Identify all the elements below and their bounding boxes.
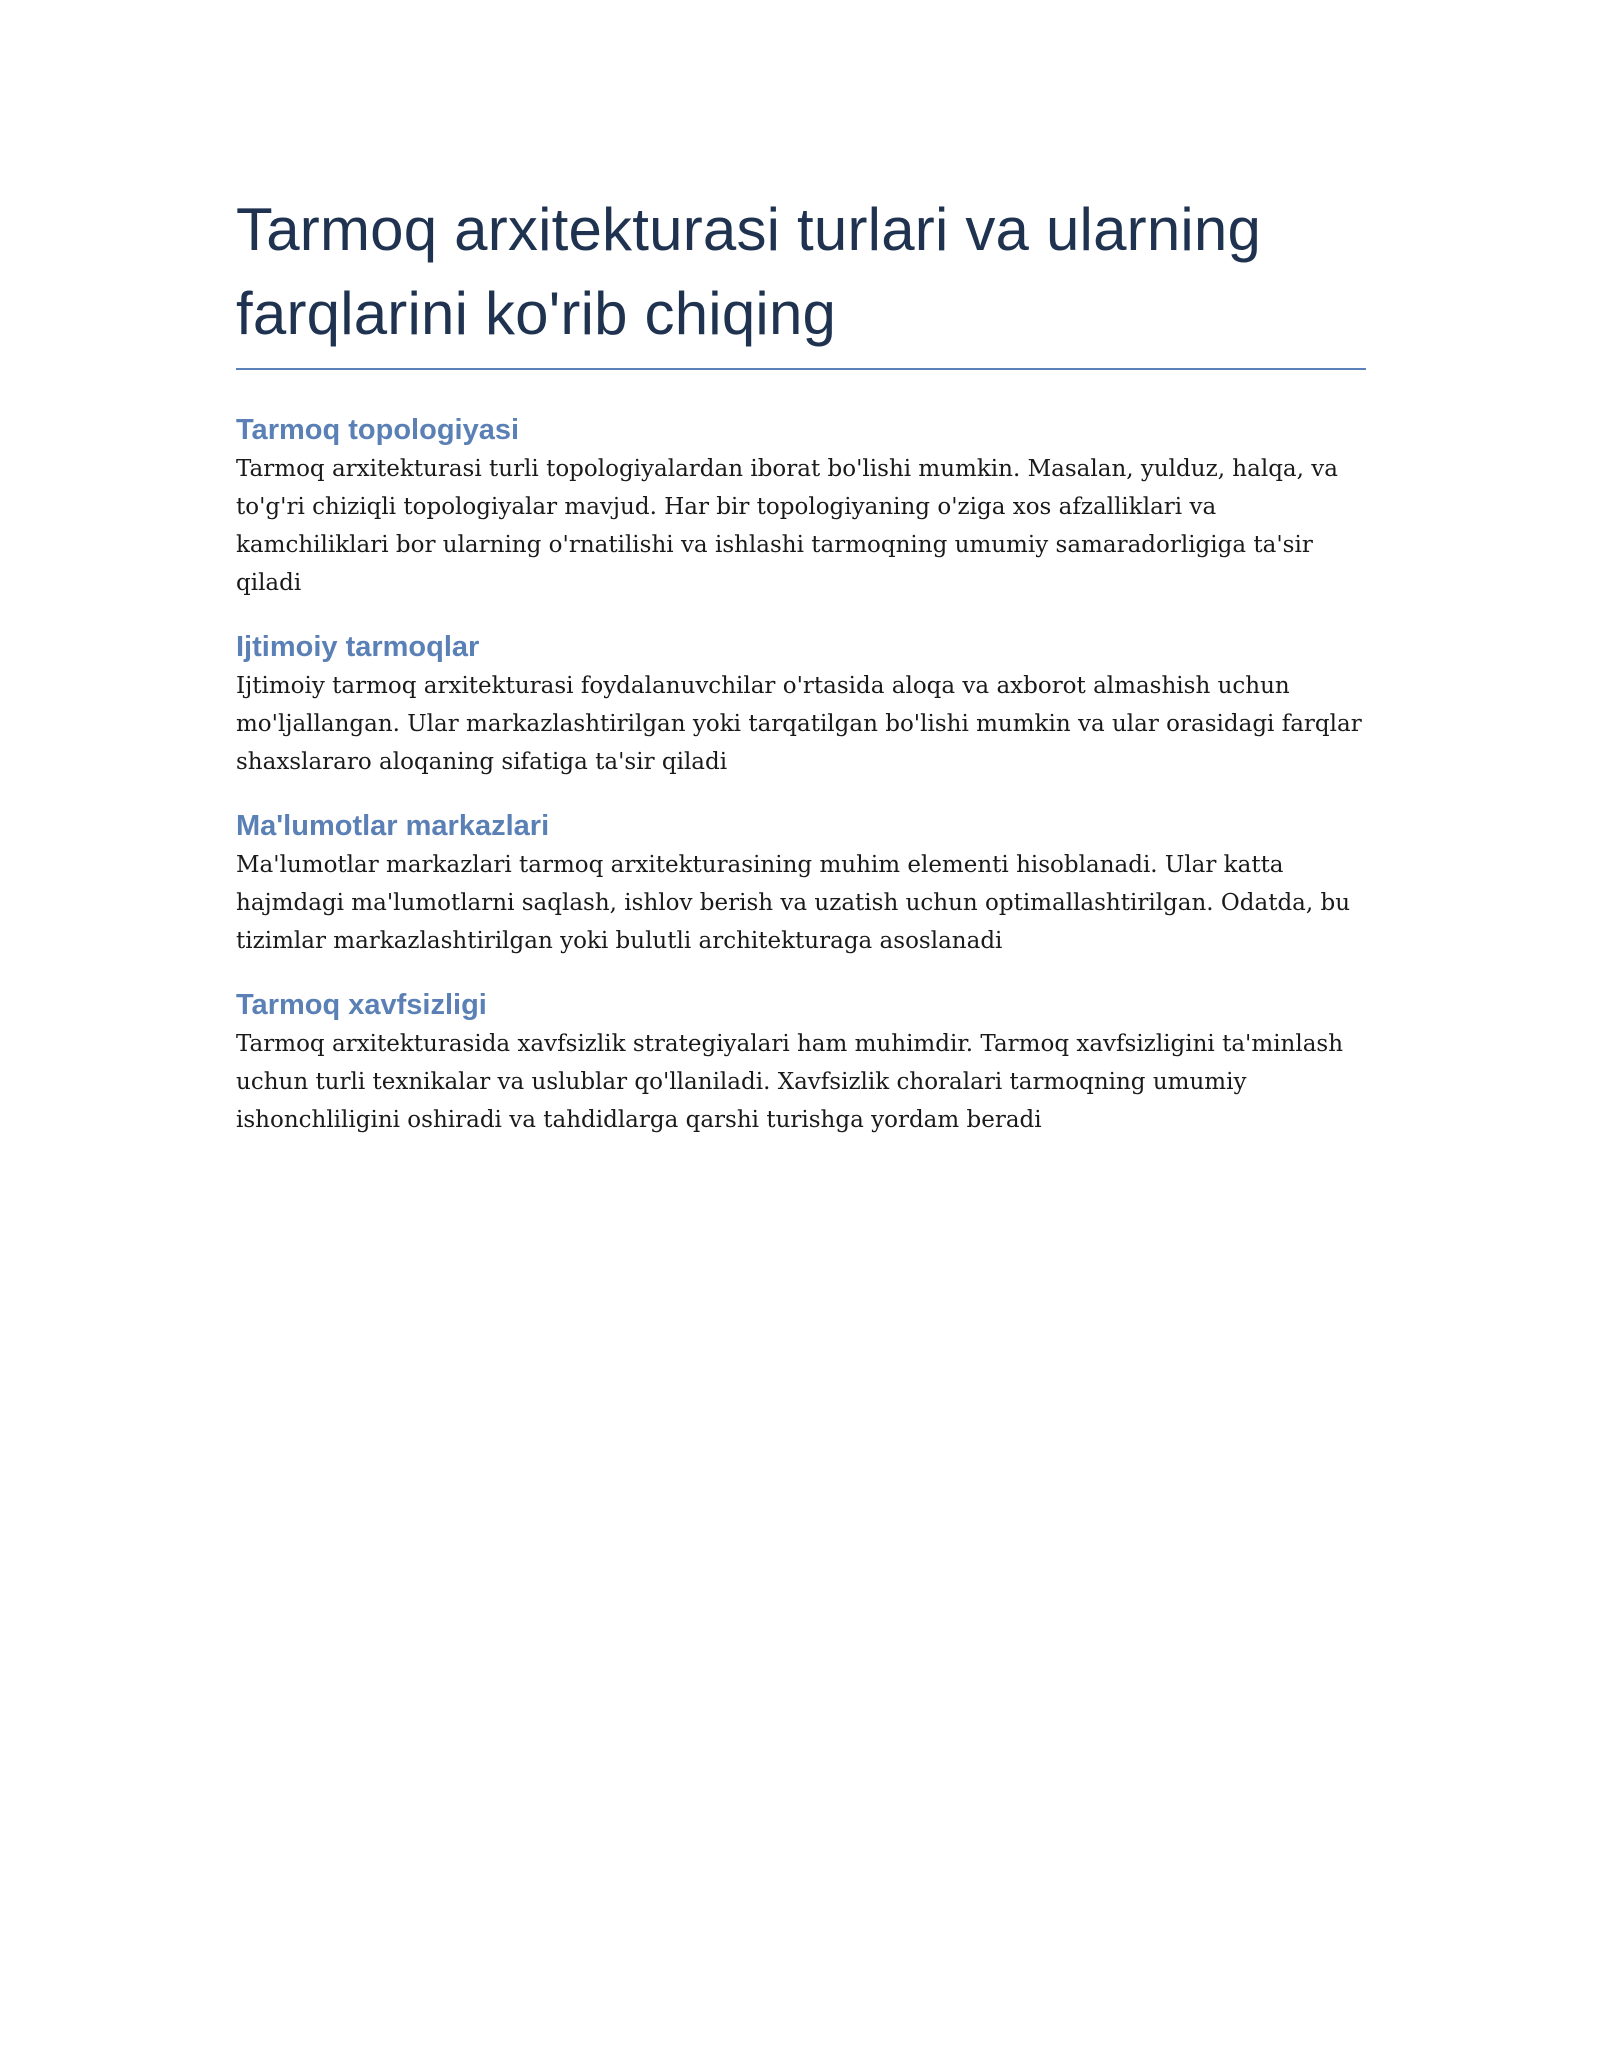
section-paragraph: Ijtimoiy tarmoq arxitekturasi foydalanuvchilar o'rtasida aloqa va axborot almashish uchun mo'ljallangan. Ular markazlashtirilgan yoki tarqatilgan bo'lishi mumkin va ular orasidagi farqlar shaxslararo aloqaning sifatiga ta'sir qiladi: [236, 673, 1362, 775]
section-social-networks: [236, 627, 1366, 781]
section-paragraph: Tarmoq arxitekturasi turli topologiyalardan iborat bo'lishi mumkin. Masalan, yulduz, halqa, va to'g'ri chiziqli topologiyalar mavjud. Har bir topologiyaning o'ziga xos afzalliklari va kamchiliklari bor ularning o'rnatilishi va ishlashi tarmoqning umumiy samaradorligiga ta'sir qiladi: [236, 456, 1338, 596]
section-paragraph: Tarmoq arxitekturasida xavfsizlik strategiyalari ham muhimdir. Tarmoq xavfsizligini ta'minlash uchun turli texnikalar va uslublar qo'llaniladi. Xavfsizlik choralari tarmoqning umumiy ishonchliligini oshiradi va tahdidlarga qarshi turishga yordam beradi: [236, 1031, 1344, 1133]
section-heading: Ijtimoiy tarmoqlar: [236, 631, 480, 663]
section-network-topology: [236, 410, 1366, 602]
section-heading: Tarmoq xavfsizligi: [236, 989, 487, 1021]
document-content: [236, 188, 1366, 1139]
document-title: Tarmoq arxitekturasi turlari va ularning farqlarini ko'rib chiqing: [236, 188, 1366, 370]
section-paragraph: Ma'lumotlar markazlari tarmoq arxitekturasining muhim elementi hisoblanadi. Ular katta hajmdagi ma'lumotlarni saqlash, ishlov berish va uzatish uchun optimallashtirilgan. Odatda, bu tizimlar markazlashtirilgan yoki bulutli architekturaga asoslanadi: [236, 852, 1351, 954]
section-data-centers: [236, 806, 1366, 960]
section-heading: Tarmoq topologiyasi: [236, 414, 520, 446]
section-network-security: [236, 985, 1366, 1139]
section-heading: Ma'lumotlar markazlari: [236, 810, 550, 842]
